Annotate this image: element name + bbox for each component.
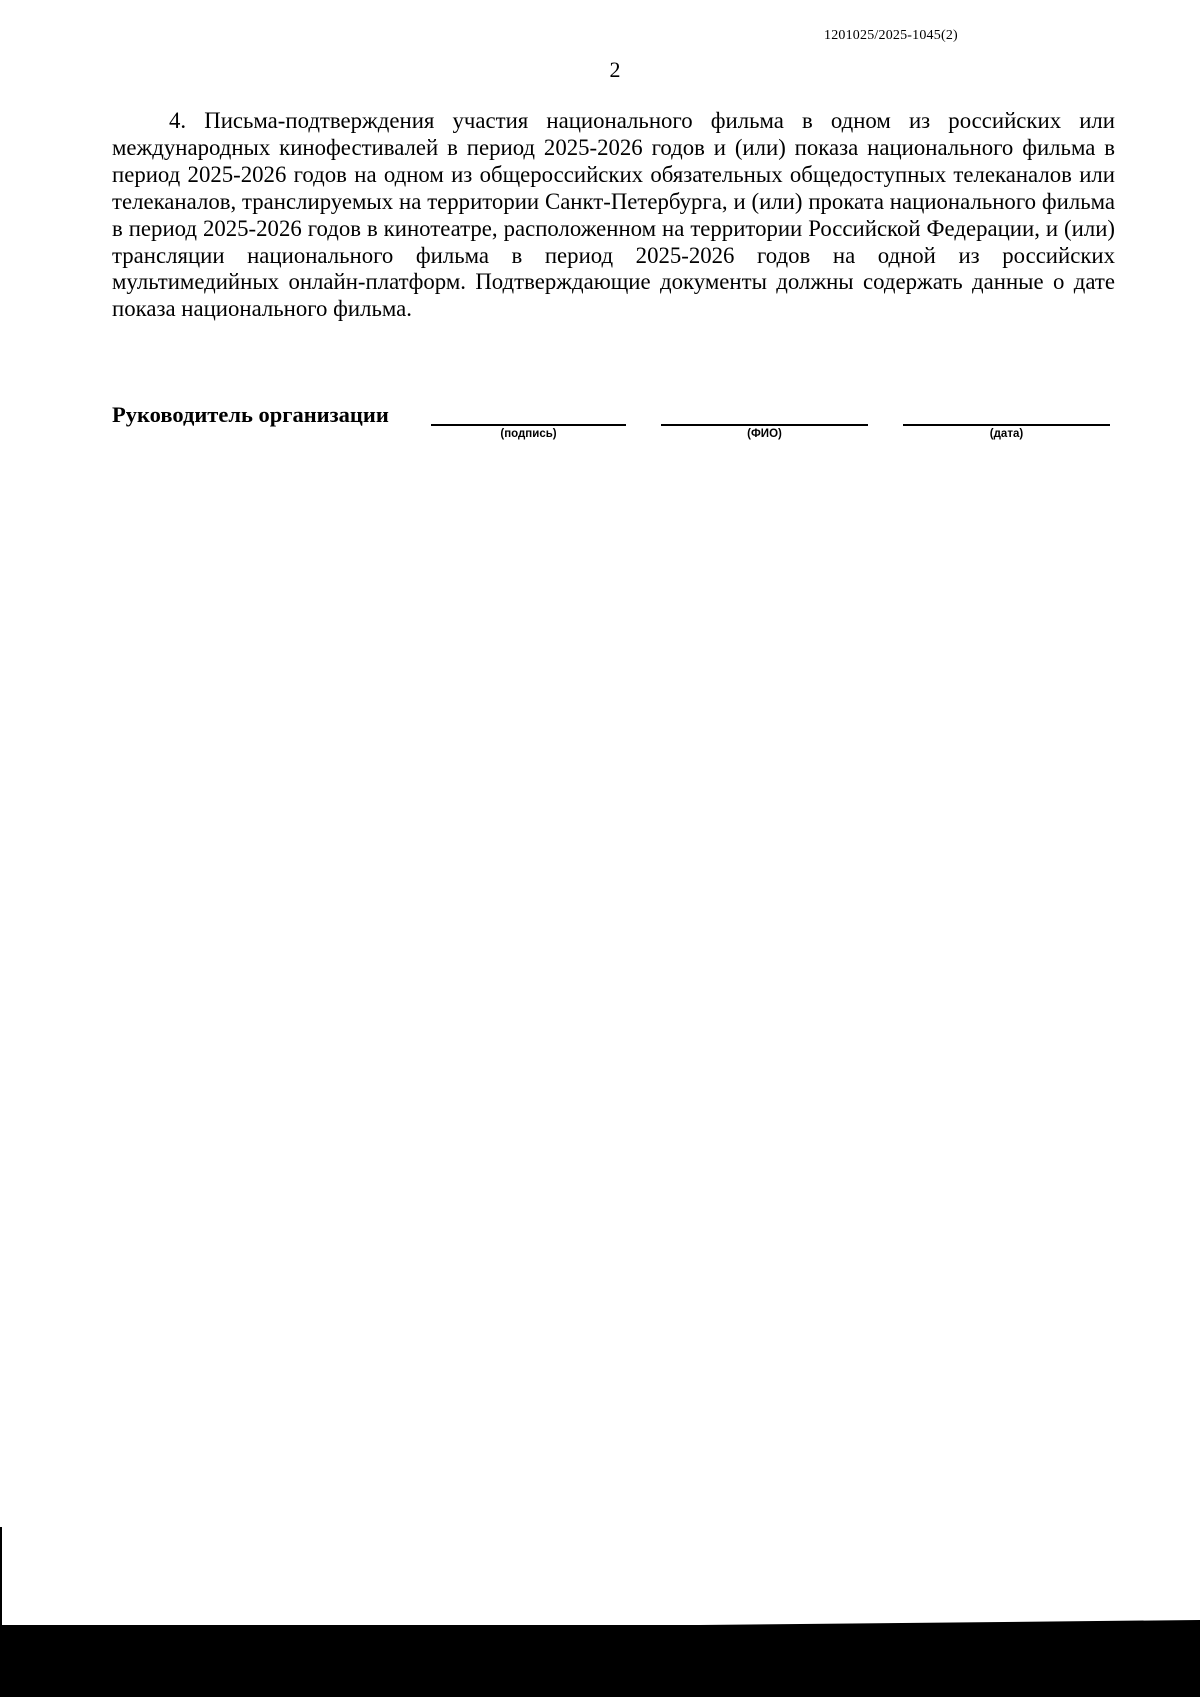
scan-edge-left bbox=[0, 1527, 2, 1632]
page-number: 2 bbox=[609, 57, 621, 82]
signature-block bbox=[112, 402, 1115, 442]
scan-edge-bottom bbox=[0, 1625, 1200, 1697]
signature-line bbox=[431, 424, 626, 446]
date-line bbox=[903, 424, 1110, 446]
signature-label: Руководитель организации bbox=[112, 402, 389, 427]
fio-caption: (ФИО) bbox=[747, 428, 782, 440]
fio-line bbox=[661, 424, 868, 446]
document-number: 1201025/2025-1045(2) bbox=[824, 28, 958, 43]
paragraph-item-4: 4. Письма-подтверждения участия национального фильма в одном из российских или международных кинофестивалей в период 2025-2026 годов и (или) показа национального фильма в период 2025-2026 годов на одном из общероссийских обязательных общедоступных телеканалов или телеканалов, транслируемых на территории Санкт-Петербурга, и (или) проката национального фильма в период 2025-2026 годов в кинотеатре, расположенном на территории Российской Федерации, и (или) трансляции национального фильма в период 2025-2026 годов на одной из российских мультимедийных онлайн-платформ. Подтверждающие документы должны содержать данные о дате показа национального фильма. bbox=[112, 108, 1115, 322]
date-caption: (дата) bbox=[989, 428, 1024, 440]
signature-caption: (подпись) bbox=[500, 428, 557, 440]
